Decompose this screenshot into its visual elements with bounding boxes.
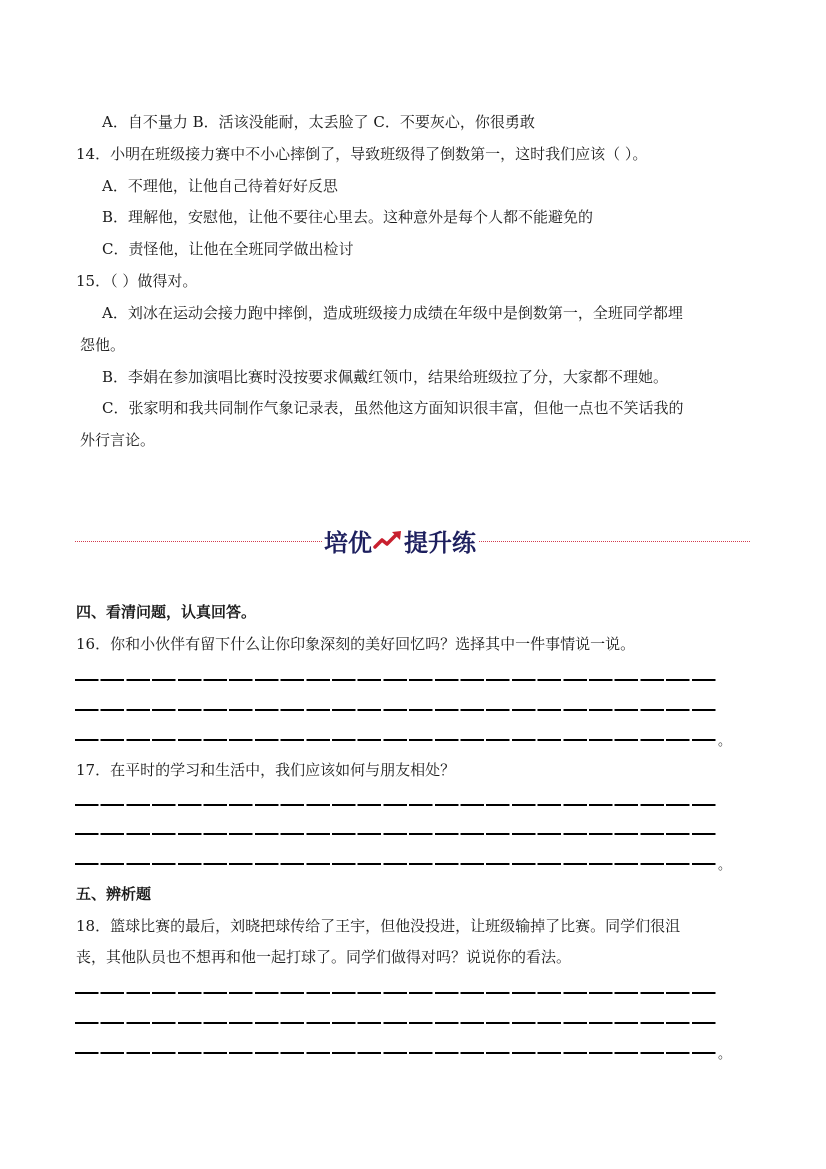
q14-option-c: C．责怪他，让他在全班同学做出检讨 xyxy=(102,240,354,258)
section-banner xyxy=(322,524,478,556)
q18-stem-line1: 18．篮球比赛的最后，刘晓把球传给了王宇，但他没投进，让班级输掉了比赛。同学们很沮 xyxy=(76,917,681,935)
q18-answer-line-1[interactable] xyxy=(75,992,717,994)
q16-answer-line-1[interactable] xyxy=(75,679,717,681)
q15-option-c-line1: C．张家明和我共同制作气象记录表，虽然他这方面知识很丰富，但他一点也不笑话我的 xyxy=(102,399,684,417)
q17-answer-line-2[interactable] xyxy=(75,833,717,835)
q16-answer-line-3[interactable] xyxy=(75,739,717,741)
q15-option-a-line1: A．刘冰在运动会接力跑中摔倒，造成班级接力成绩在年级中是倒数第一，全班同学都埋 xyxy=(102,304,683,322)
q14-stem: 14．小明在班级接力赛中不小心摔倒了，导致班级得了倒数第一，这时我们应该（ ）。 xyxy=(76,145,648,163)
q15-option-a-line2: 怨他。 xyxy=(80,336,126,354)
banner-right-text: 提升练 xyxy=(404,528,476,557)
banner-left-text: 培优 xyxy=(324,528,372,557)
q17-answer-line-1[interactable] xyxy=(75,804,717,806)
q18-answer-line-2[interactable] xyxy=(75,1022,717,1024)
q18-end-mark: 。 xyxy=(718,1047,732,1062)
q18-stem-line2: 丧，其他队员也不想再和他一起打球了。同学们做得对吗？说说你的看法。 xyxy=(76,948,572,966)
q14-option-b: B．理解他，安慰他，让他不要往心里去。这种意外是每个人都不能避免的 xyxy=(102,208,594,226)
q16-answer-line-2[interactable] xyxy=(75,709,717,711)
trend-up-arrow-icon xyxy=(373,529,403,551)
q15-option-b: B．李娟在参加演唱比赛时没按要求佩戴红领巾，结果给班级拉了分，大家都不理她。 xyxy=(102,368,669,386)
section-5-heading: 五、辨析题 xyxy=(76,885,152,903)
q15-option-c-line2: 外行言论。 xyxy=(80,431,156,449)
q17-answer-line-3[interactable] xyxy=(75,863,717,865)
section-4-heading: 四、看清问题，认真回答。 xyxy=(76,603,257,621)
q14-option-a: A．不理他，让他自己待着好好反思 xyxy=(102,177,338,195)
q16-end-mark: 。 xyxy=(718,734,732,749)
q15-stem: 15．（ ）做得对。 xyxy=(76,272,198,290)
q17-end-mark: 。 xyxy=(718,858,732,873)
q16-stem: 16．你和小伙伴有留下什么让你印象深刻的美好回忆吗？选择其中一件事情说一说。 xyxy=(76,635,636,653)
q17-stem: 17．在平时的学习和生活中，我们应该如何与朋友相处？ xyxy=(76,761,456,779)
q18-answer-line-3[interactable] xyxy=(75,1052,717,1054)
q13-options: A．自不量力 B．活该没能耐，太丢脸了 C．不要灰心，你很勇敢 xyxy=(102,113,535,131)
